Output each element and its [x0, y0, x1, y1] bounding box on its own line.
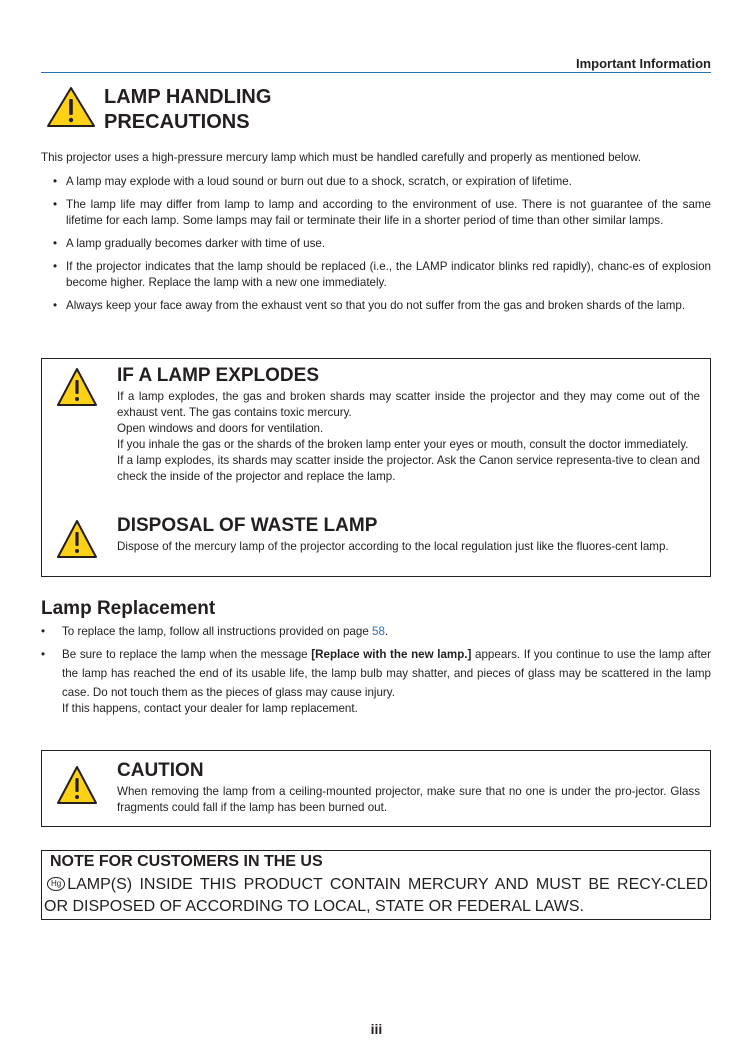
disposal-heading: DISPOSAL OF WASTE LAMP [117, 515, 378, 536]
list-item: • If the projector indicates that the lamp should be replaced (i.e., the LAMP indicator blinks red rapidly), chanc-es of explosion become higher. Replace the lamp with a new one immediately. [41, 259, 711, 291]
warning-triangle-icon [46, 86, 96, 128]
main-heading-line1: LAMP HANDLING [104, 86, 272, 108]
header-title: Important Information [575, 56, 711, 71]
list-item: • The lamp life may differ from lamp to lamp and according to the environment of use. There is not guarantee of the same lifetime for each lamp. Some lamps may fail or terminate their life in a shorter period of time than other similar lamps. [41, 197, 711, 229]
main-heading [104, 85, 271, 135]
caution-box [41, 750, 711, 827]
warning-triangle-icon [56, 519, 98, 559]
note-box [41, 850, 711, 920]
list-item: • Always keep your face away from the exhaust vent so that you do not suffer from the gas and broken shards of the lamp. [41, 298, 711, 314]
lamp-explodes-box [41, 358, 711, 577]
note-text: Hg LAMP(S) INSIDE THIS PRODUCT CONTAIN MERCURY AND MUST BE RECY-CLED OR DISPOSED OF ACCORDING TO LOCAL, STATE OR FEDERAL LAWS. [44, 876, 708, 915]
explodes-heading: IF A LAMP EXPLODES [117, 365, 319, 386]
list-item: • A lamp gradually becomes darker with time of use. [41, 236, 711, 252]
explodes-line: If a lamp explodes, the gas and broken shards may scatter inside the projector and they may come out of the exhaust vent. The gas contains toxic mercury. [117, 390, 700, 419]
list-item: • Be sure to replace the lamp when the message [Replace with the new lamp.] appears. If you continue to use the lamp after the lamp has reached the end of its usable life, the lamp bulb may shatter, and pieces of glass may be scattered in the lamp case. Do not touch them as the pieces of glass may cause injury. [41, 645, 711, 702]
hg-circle-icon: Hg [47, 877, 65, 891]
disposal-text: Dispose of the mercury lamp of the projector according to the local regulation just like the fluores-cent lamp. [117, 540, 669, 553]
warning-triangle-icon [56, 765, 98, 805]
precaution-list [41, 174, 711, 321]
intro-text: This projector uses a high-pressure mercury lamp which must be handled carefully and properly as mentioned below. [41, 151, 641, 164]
main-heading-line2: PRECAUTIONS [104, 111, 250, 133]
explodes-line: If a lamp explodes, its shards may scatter inside the projector. Ask the Canon service representa-tive to clean and check the inside of the projector and replace the lamp. [117, 454, 700, 483]
list-item: • A lamp may explode with a loud sound or burn out due to a shock, scratch, or expiration of lifetime. [41, 174, 711, 190]
caution-text: When removing the lamp from a ceiling-mounted projector, make sure that no one is under the pro-jector. Glass fragments could fall if the lamp has been burned out. [117, 785, 700, 814]
caution-heading: CAUTION [117, 760, 204, 781]
page-header [41, 56, 711, 73]
dealer-text: If this happens, contact your dealer for lamp replacement. [62, 702, 358, 715]
list-item: • To replace the lamp, follow all instructions provided on page 58. [41, 622, 711, 641]
explodes-line: If you inhale the gas or the shards of the broken lamp enter your eyes or mouth, consult the doctor immediately. [117, 438, 689, 451]
message-text: [Replace with the new lamp.] [311, 648, 472, 661]
explodes-line: Open windows and doors for ventilation. [117, 422, 324, 435]
explodes-text [117, 389, 700, 485]
section-title: Lamp Replacement [41, 598, 216, 619]
note-heading: NOTE FOR CUSTOMERS IN THE US [50, 853, 323, 870]
page-link[interactable]: 58 [372, 625, 385, 638]
warning-triangle-icon [56, 367, 98, 407]
page-number: iii [370, 1021, 383, 1037]
replacement-list [41, 622, 711, 706]
